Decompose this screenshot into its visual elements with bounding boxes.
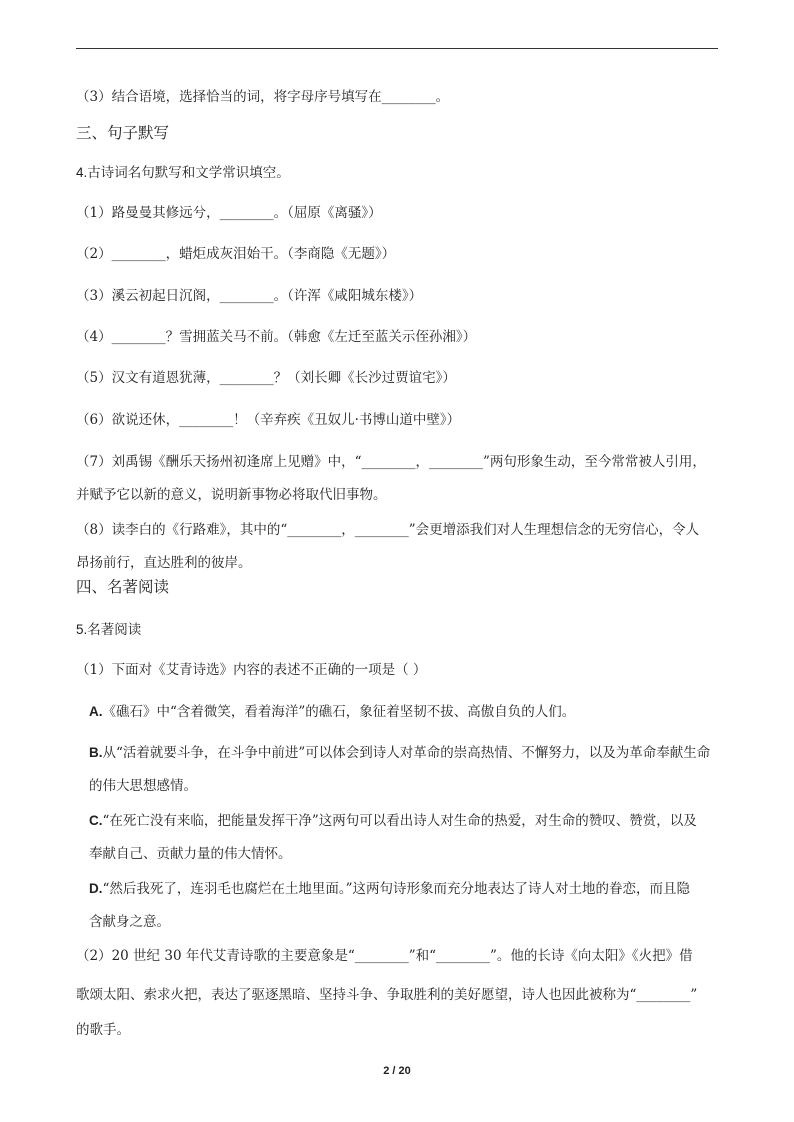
question-4-4: （4）________？雪拥蓝关马不前。（韩愈《左迁至蓝关示侄孙湘》） bbox=[76, 329, 477, 345]
section-heading-4: 四、名著阅读 bbox=[76, 578, 170, 596]
question-4-6: （6）欲说还休，________！（辛弃疾《丑奴儿·书博山道中壁》） bbox=[76, 412, 461, 428]
question-4-2: （2）________，蜡炬成灰泪始干。（李商隐《无题》） bbox=[76, 246, 396, 262]
question-4-7: （7）刘禹锡《酬乐天扬州初逢席上见赠》中，“________，________”两句形象生动，至今常常被人引用， bbox=[76, 454, 706, 470]
question-5-2-cont: 歌颂太阳、索求火把，表达了驱逐黑暗、坚持斗争、争取胜利的美好愿望，诗人也因此被称为“________” bbox=[76, 987, 698, 1003]
question-4-7-cont: 并赋予它以新的意义，说明新事物必将取代旧事物。 bbox=[76, 487, 387, 503]
question-4-title: 4.古诗词名句默写和文学常识填空。 bbox=[76, 165, 290, 180]
question-5-2: （2）20 世纪 30 年代艾青诗歌的主要意象是“________”和“________”。他的长诗《向太阳》《火把》借 bbox=[76, 948, 693, 964]
question-5-2-end: 的歌手。 bbox=[76, 1022, 130, 1038]
option-b-cont: 的伟大思想感情。 bbox=[89, 778, 197, 794]
question-4-3: （3）溪云初起日沉阁，________。（许浑《咸阳城东楼》） bbox=[76, 288, 423, 304]
option-c-text: “在死亡没有来临，把能量发挥干净”这两句可以看出诗人对生命的热爱，对生命的赞叹、赞赏，以及 bbox=[102, 813, 697, 829]
question-4-1: （1）路曼曼其修远兮，________。（屈原《离骚》） bbox=[76, 205, 382, 221]
question-5-1: （1）下面对《艾青诗选》内容的表述不正确的一项是（ ） bbox=[76, 662, 427, 678]
option-b-letter: B. bbox=[89, 745, 103, 760]
section-heading-3: 三、句子默写 bbox=[76, 124, 170, 142]
question-4-8: （8）读李白的《行路难》，其中的“________，________”会更增添我们对人生理想信念的无穷信心，令人 bbox=[76, 522, 700, 538]
option-c bbox=[89, 811, 725, 831]
option-d-letter: D. bbox=[89, 881, 103, 896]
question-3-3: （3）结合语境，选择恰当的词，将字母序号填写在________。 bbox=[76, 89, 450, 105]
question-4-5: （5）汉文有道恩犹薄，________？（刘长卿《长沙过贾谊宅》） bbox=[76, 370, 456, 386]
option-c-cont: 奉献自己、贡献力量的伟大情怀。 bbox=[89, 846, 292, 862]
option-d bbox=[89, 879, 725, 899]
page-number: 2 / 20 bbox=[383, 1065, 411, 1077]
option-d-cont: 含献身之意。 bbox=[89, 914, 170, 930]
option-d-text: “然后我死了，连羽毛也腐烂在土地里面。”这两句诗形象而充分地表达了诗人对土地的眷恋，而且隐 bbox=[102, 881, 691, 897]
option-a-letter: A. bbox=[89, 704, 103, 719]
option-c-letter: C. bbox=[89, 813, 103, 828]
header-rule bbox=[76, 48, 718, 49]
option-b bbox=[89, 743, 725, 763]
question-5-title: 5.名著阅读 bbox=[76, 622, 142, 637]
option-a bbox=[89, 702, 725, 722]
option-b-text: 从“活着就要斗争，在斗争中前进”可以体会到诗人对革命的崇高热情、不懈努力，以及为革命奉献生命 bbox=[102, 745, 711, 761]
option-a-text: 《礁石》中“含着微笑，看着海洋”的礁石，象征着坚韧不拔、高傲自负的人们。 bbox=[102, 704, 576, 720]
question-4-8-cont: 昂扬前行，直达胜利的彼岸。 bbox=[76, 555, 252, 571]
